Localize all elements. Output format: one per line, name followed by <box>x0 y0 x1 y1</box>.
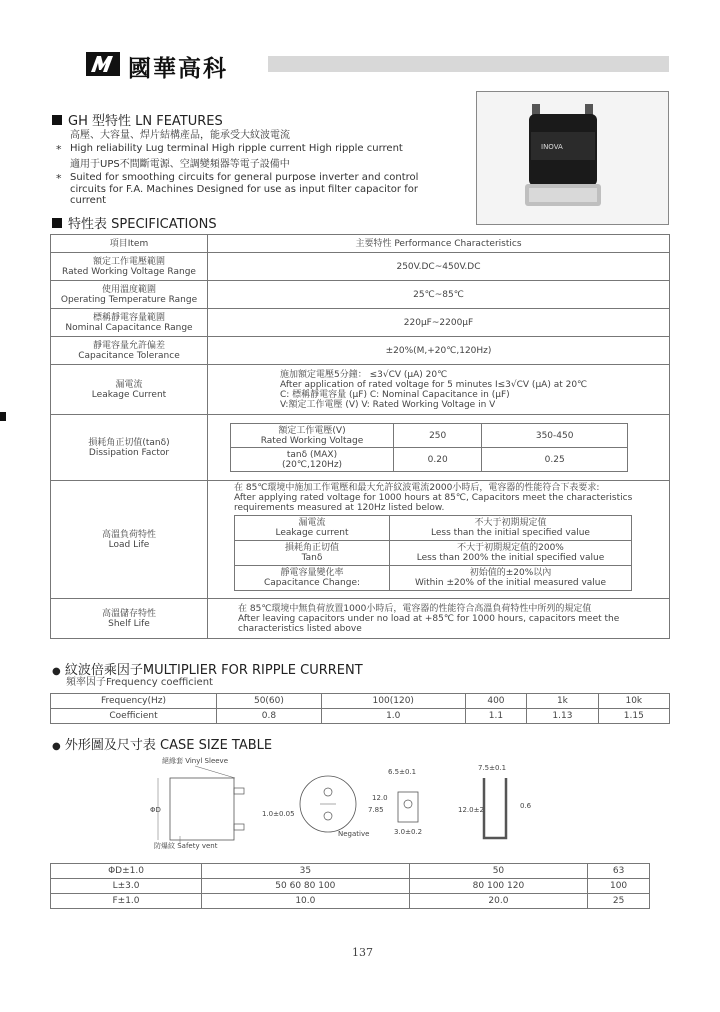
specs-header-char: 主要特性 Performance Characteristics <box>208 235 670 253</box>
case-value: 50 <box>409 864 587 879</box>
spec-en: Capacitance Tolerance <box>78 350 180 361</box>
case-size-title: ● 外形圖及尺寸表 CASE SIZE TABLE <box>52 738 273 753</box>
table-row <box>51 894 650 909</box>
feature-en-1: High reliability Lug terminal High ripple current High ripple current <box>70 143 403 154</box>
ll-zh: 漏電流 <box>298 518 326 528</box>
spec-zh: 額定工作電壓範圍 <box>92 256 165 267</box>
spec-row-shelf <box>51 599 670 639</box>
spec-value: 25℃~85℃ <box>208 281 670 309</box>
spec-en: Leakage Current <box>91 389 167 400</box>
ll-zh: 損耗角正切值 <box>284 543 339 553</box>
ripple-coef: 1.15 <box>598 709 669 724</box>
ripple-title: ● 紋波倍乘因子MULTIPLIER FOR RIPPLE CURRENT <box>52 663 363 678</box>
table-row <box>51 879 650 894</box>
ripple-coef: 0.8 <box>217 709 322 724</box>
spec-row-leakage <box>51 365 670 415</box>
spec-row <box>51 309 670 337</box>
leakage-line-2: After application of rated voltage for 5 minutes I≤3√CV (μA) at 20℃ <box>280 379 588 390</box>
spec-zh: 漏電流 <box>115 379 143 390</box>
leakage-line-4: V:額定工作電壓 (V) V: Rated Working Voltage in V <box>280 399 496 410</box>
ll-ven: Less than the initial specified value <box>431 528 590 538</box>
leakage-line-1: 施加額定電壓5分鐘： ≤3√CV (μA) 20℃ <box>280 369 448 380</box>
feature-en-2a: Suited for smoothing circuits for general purpose inverter and control <box>70 172 419 183</box>
case-label: F±1.0 <box>51 894 202 909</box>
loadlife-table <box>234 515 632 591</box>
ripple-freq: 1k <box>527 694 598 709</box>
df-r2-zh: tanδ (MAX) <box>286 449 338 460</box>
svg-text:7.5±0.1: 7.5±0.1 <box>478 764 507 772</box>
spec-en: Shelf Life <box>108 618 150 629</box>
shelf-line-1: 在 85℃環境中無負荷放置1000小時后，電容器的性能符合高溫負荷特性中所列的規定值 <box>238 603 592 614</box>
feature-zh-1: 高壓、大容量、焊片結構產品，能承受大紋波電流 <box>70 130 290 141</box>
ripple-label-coefficient: Coefficient <box>51 709 217 724</box>
ripple-coef: 1.1 <box>465 709 527 724</box>
case-label: L±3.0 <box>51 879 202 894</box>
ll-vzh: 不大于初期規定值的200% <box>457 543 564 553</box>
spec-zh: 標稱靜電容量範圍 <box>92 312 165 323</box>
svg-text:6.5±0.1: 6.5±0.1 <box>388 768 417 776</box>
ripple-subtitle: 頻率因子Frequency coefficient <box>66 677 213 688</box>
case-size-table <box>50 863 650 909</box>
case-value: 35 <box>202 864 410 879</box>
shelf-line-2: After leaving capacitors under no load at +85℃ for 1000 hours, capacitors meet the <box>238 613 620 624</box>
df-v2: 350-450 <box>482 424 628 448</box>
ll-zh: 靜電容量變化率 <box>280 568 344 578</box>
case-value: 100 <box>588 879 650 894</box>
ripple-freq: 10k <box>598 694 669 709</box>
spec-zh: 靜電容量允許偏差 <box>92 340 165 351</box>
df-table <box>230 423 628 472</box>
feature-zh-2: 適用于UPS不間斷電源、空調變頻器等電子設備中 <box>70 159 290 170</box>
case-value: 80 100 120 <box>409 879 587 894</box>
feature-star-2: * <box>56 172 62 185</box>
spec-en: Load Life <box>108 539 150 550</box>
spec-row <box>51 281 670 309</box>
product-photo <box>476 91 669 225</box>
ripple-freq: 100(120) <box>321 694 465 709</box>
table-row <box>51 864 650 879</box>
case-value: 25 <box>588 894 650 909</box>
case-value: 50 60 80 100 <box>202 879 410 894</box>
spec-row-loadlife <box>51 481 670 599</box>
specs-title: 特性表 SPECIFICATIONS <box>52 213 217 232</box>
specs-table <box>50 234 670 639</box>
svg-text:防爆紋 Safety vent: 防爆紋 Safety vent <box>154 842 218 850</box>
loadlife-line-1: 在 85℃環境中施加工作電壓和最大允許紋波電流2000小時后，電容器的性能符合下表要求: <box>234 483 600 493</box>
svg-text:INOVA: INOVA <box>541 143 563 151</box>
spec-value: 250V.DC~450V.DC <box>208 253 670 281</box>
spec-zh: 高溫儲存特性 <box>101 608 156 619</box>
ll-ven: Less than 200% the initial specified value <box>416 553 605 563</box>
df-d1: 0.20 <box>394 448 482 472</box>
df-r2-en: (20℃,120Hz) <box>281 459 343 470</box>
svg-text:絕緣套 Vinyl Sleeve: 絕緣套 Vinyl Sleeve <box>162 757 229 765</box>
df-v1: 250 <box>394 424 482 448</box>
case-label: ΦD±1.0 <box>51 864 202 879</box>
page-edge-mark <box>0 412 6 421</box>
ripple-label-frequency: Frequency(Hz) <box>51 694 217 709</box>
spec-value: ±20%(M,+20℃,120Hz) <box>208 337 670 365</box>
df-h1-en: Rated Working Voltage <box>260 435 364 446</box>
svg-text:12.0: 12.0 <box>372 794 388 802</box>
svg-text:3.0±0.2: 3.0±0.2 <box>394 828 423 836</box>
loadlife-line-3: requirements measured at 120Hz listed below. <box>234 503 445 513</box>
ll-en: Leakage current <box>275 528 349 538</box>
svg-text:1.0±0.05: 1.0±0.05 <box>262 810 295 818</box>
spec-row-df <box>51 415 670 481</box>
ll-vzh: 不大于初期規定值 <box>474 518 547 528</box>
df-d2: 0.25 <box>482 448 628 472</box>
case-drawing <box>150 752 670 852</box>
specs-header-item: 項目Item <box>51 235 208 253</box>
spec-en: Operating Temperature Range <box>60 294 198 305</box>
ripple-coef: 1.0 <box>321 709 465 724</box>
feature-en-2c: current <box>70 195 107 206</box>
ll-en: Capacitance Change: <box>263 578 361 588</box>
spec-row <box>51 337 670 365</box>
header-bar <box>268 56 669 72</box>
leakage-line-3: C: 標稱靜電容量 (μF) C: Nominal Capacitance in (μF) <box>280 389 510 400</box>
page-number: 137 <box>352 946 373 959</box>
spec-en: Rated Working Voltage Range <box>62 266 196 277</box>
svg-text:12.0±2: 12.0±2 <box>458 806 484 814</box>
svg-text:Negative: Negative <box>338 830 370 838</box>
shelf-line-3: characteristics listed above <box>238 623 362 634</box>
svg-text:ΦD: ΦD <box>150 806 161 814</box>
spec-value: 220μF~2200μF <box>208 309 670 337</box>
company-name: 國華高科 <box>128 56 228 82</box>
feature-star-1: * <box>56 143 62 156</box>
ll-ven: Within ±20% of the initial measured value <box>414 578 607 588</box>
ll-en: Tanδ <box>301 553 323 563</box>
feature-en-2b: circuits for F.A. Machines Designed for use as input filter capacitor for <box>70 184 418 195</box>
spec-en: Dissipation Factor <box>88 447 170 458</box>
svg-text:0.6: 0.6 <box>520 802 532 810</box>
case-value: 10.0 <box>202 894 410 909</box>
case-value: 20.0 <box>409 894 587 909</box>
ll-vzh: 初始值的±20%以內 <box>469 568 552 578</box>
spec-zh: 高溫負荷特性 <box>101 529 156 540</box>
spec-en: Nominal Capacitance Range <box>65 322 193 333</box>
ripple-table <box>50 693 670 724</box>
company-logo <box>86 52 120 76</box>
spec-zh: 損耗角正切值(tanδ) <box>88 437 170 448</box>
ripple-coef: 1.13 <box>527 709 598 724</box>
df-h1-zh: 額定工作電壓(V) <box>278 425 346 436</box>
features-title: GH 型特性 LN FEATURES <box>52 110 223 129</box>
ripple-freq: 400 <box>465 694 527 709</box>
loadlife-line-2: After applying rated voltage for 1000 hours at 85℃, Capacitors meet the characteristics <box>234 493 633 503</box>
spec-zh: 使用溫度範圍 <box>101 284 156 295</box>
ripple-freq: 50(60) <box>217 694 322 709</box>
spec-row <box>51 253 670 281</box>
case-value: 63 <box>588 864 650 879</box>
svg-text:7.85: 7.85 <box>368 806 384 814</box>
